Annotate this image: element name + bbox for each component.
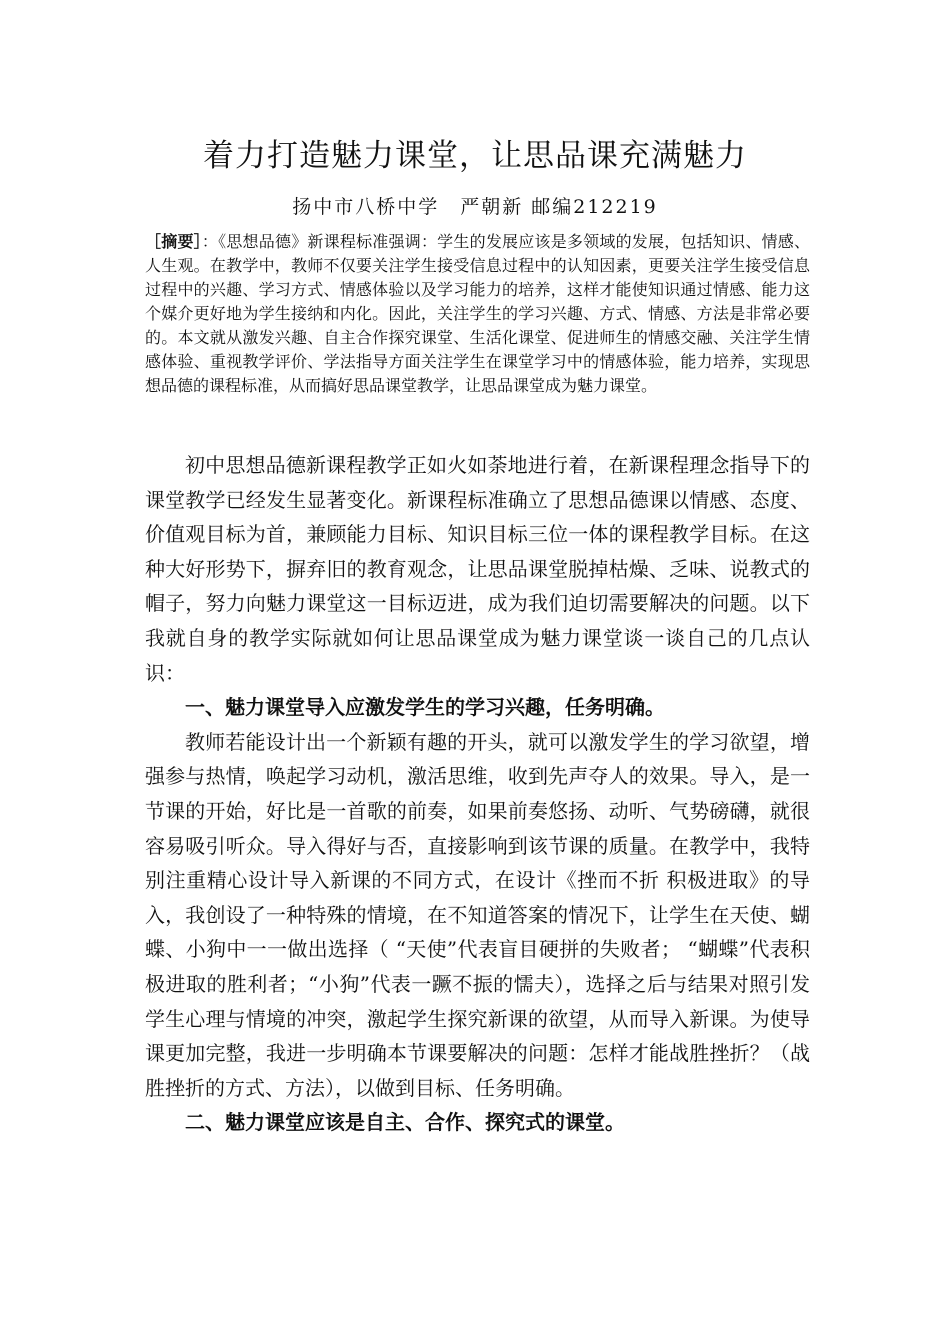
intro-paragraph: 初中思想品德新课程教学正如火如荼地进行着，在新课程理念指导下的课堂教学已经发生显著变化。新课程标准确立了思想品德课以情感、态度、价值观目标为首，兼顾能力目标、知识目标三位一体的课程教学目标。在这种大好形势下，摒弃旧的教育观念，让思品课堂脱掉枯燥、乏味、说教式的帽子，努力向魅力课堂这一目标迈进，成为我们迫切需要解决的问题。以下我就自身的教学实际就如何让思品课堂成为魅力课堂谈一谈自己的几点认识： — [145, 453, 810, 685]
author-line: 扬中市八桥中学 严朝新 邮编212219 — [292, 196, 658, 218]
abstract-text: ：《思想品德》新课程标准强调：学生的发展应该是多领域的发展，包括知识、情感、人生观。在教学中，教师不仅要关注学生接受信息过程中的认知因素，更要关注学生接受信息过程中的兴趣、学习方式、情感体验以及学习能力的培养，这样才能使知识通过情感、能力这个媒介更好地为学生接纳和内化。因此，关注学生的学习兴趣、方式、情感、方法是非常必要的。本文就从激发兴趣、自主合作探究课堂、生活化课堂、促进师生的情感交融、关注学生情感体验、重视教学评价、学法指导方面关注学生在课堂学习中的情感体验，能力培养，实现思想品德的课程标准，从而搞好思品课堂教学，让思品课堂成为魅力课堂。 — [145, 232, 810, 395]
section-1-heading: 一、魅力课堂导入应激发学生的学习兴趣，任务明确。 — [185, 695, 665, 720]
section-2-heading: 二、魅力课堂应该是自主、合作、探究式的课堂。 — [185, 1110, 625, 1135]
document-title: 着力打造魅力课堂，让思品课充满魅力 — [203, 138, 747, 174]
section-1-paragraph: 教师若能设计出一个新颖有趣的开头，就可以激发学生的学习欲望，增强参与热情，唤起学习动机，激活思维，收到先声夺人的效果。导入，是一节课的开始，好比是一首歌的前奏，如果前奏悠扬、动听、气势磅礴，就很容易吸引听众。导入得好与否，直接影响到该节课的质量。在教学中，我特别注重精心设计导入新课的不同方式，在设计《挫而不折 积极进取》的导入，我创设了一种特殊的情境，在不知道答案的情况下，让学生在天使、蝴蝶、小狗中一一做出选择（ “天使”代表盲目硬拼的失败者； “蝴蝶”代表积极进取的胜利者；“小狗”代表一蹶不振的懦夫），选择之后与结果对照引发学生心理与情境的冲突，激起学生探究新课的欲望，从而导入新课。为使导课更加完整，我进一步明确本节课要解决的问题：怎样才能战胜挫折？（战胜挫折的方式、方法），以做到目标、任务明确。 — [145, 729, 810, 1100]
abstract-label: ［摘要］ — [145, 232, 202, 251]
abstract — [145, 230, 810, 398]
body-text — [145, 448, 810, 1140]
